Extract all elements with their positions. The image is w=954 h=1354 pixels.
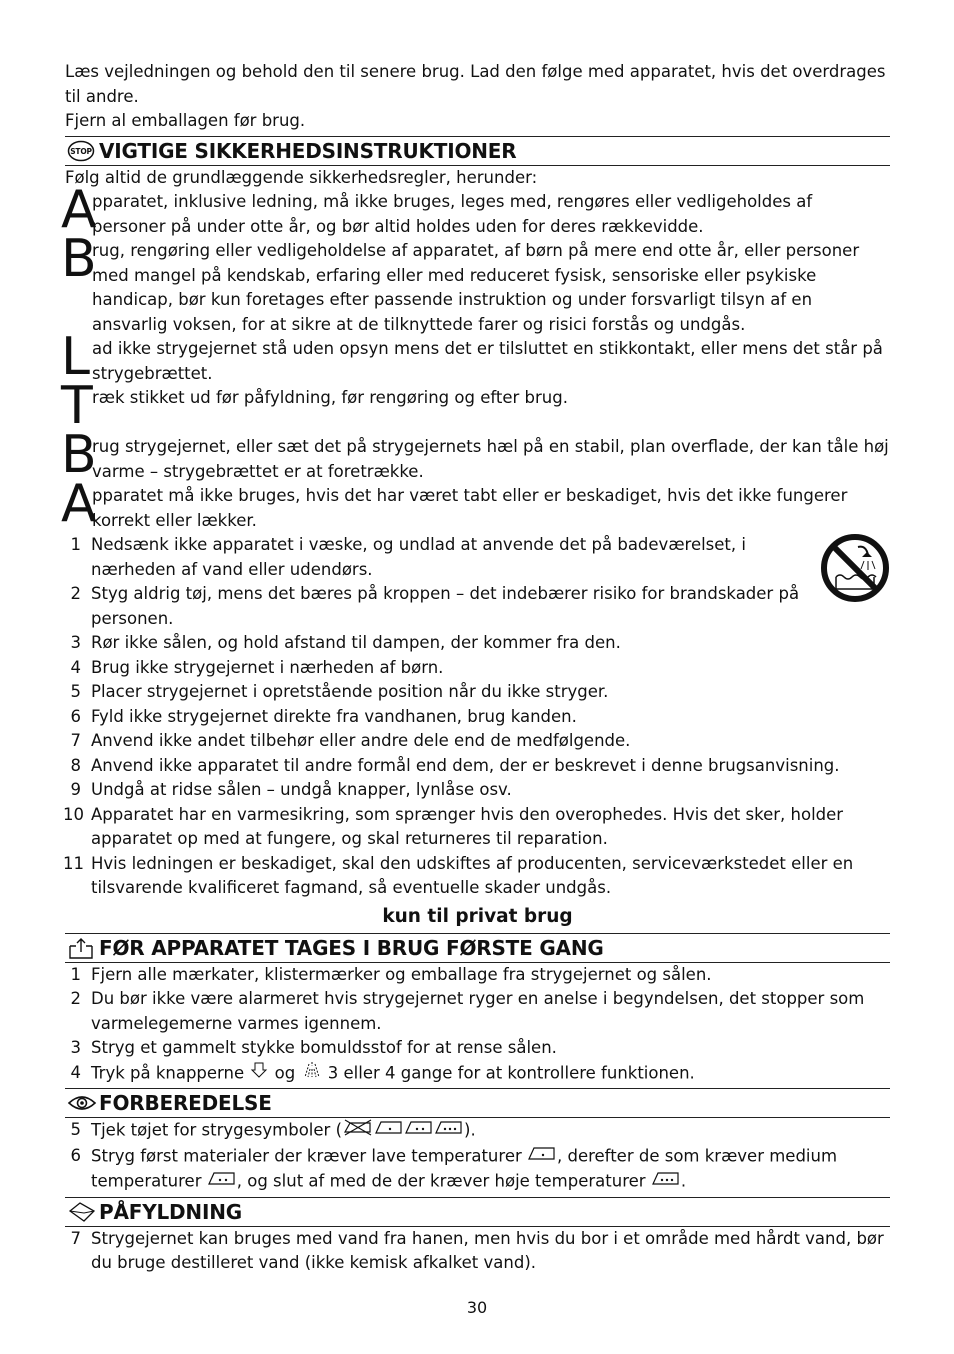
no-bathroom-icon: [820, 533, 890, 607]
list-item: 8 Anvend ikke apparatet til andre formål end dem, der er beskrevet i denne brugsanvisning.: [70, 755, 840, 775]
drop-cap: B: [61, 425, 97, 485]
list-item: 1 Fjern alle mærkater, klistermærker og emballage fra strygejernet og sålen.: [70, 964, 712, 984]
paragraph-text: ad ikke strygejernet stå uden opsyn mens det er tilsluttet en stikkontakt, eller mens det står på strygebrættet.: [92, 339, 883, 383]
stop-icon: [67, 140, 99, 162]
drop-cap: A: [61, 474, 97, 534]
list-item: 5 Placer strygejernet i opretstående position når du ikke stryger.: [70, 682, 609, 701]
list-item: 11 Hvis ledningen er beskadiget, skal den udskiftes af producenten, serviceværkstedet eller en tilsvarende kvalificeret fagmand, så eventuelle skader undgås.: [63, 853, 854, 897]
iron-two-dots-icon: [404, 1118, 434, 1144]
list-item: 7 Anvend ikke andet tilbehør eller andre dele end de medfølgende.: [70, 731, 631, 750]
list-item: 9 Undgå at ridse sålen – undgå knapper, lynlåse osv.: [70, 780, 512, 799]
drop-cap: A: [61, 180, 97, 240]
drop-cap: L: [61, 327, 90, 387]
drop-cap: B: [61, 229, 97, 289]
paragraph-text: ræk stikket ud før påfyldning, før rengøring og efter brug.: [92, 388, 568, 407]
list-item: 6 Stryg først materialer der kræver lave temperaturer , derefter de som kræver medium temperaturer , og slut af med de der kræver høje temperaturer .: [65, 1144, 890, 1195]
list-item: 7 Strygejernet kan bruges med vand fra hanen, men hvis du bor i et område med hårdt vand, bør du bruge destilleret vand (ikke kemisk afkalket vand).: [70, 1228, 884, 1272]
section-title: FØR APPARATET TAGES I BRUG FØRSTE GANG: [99, 935, 604, 960]
page-number: 30: [466, 1298, 488, 1317]
list-item: 4 Brug ikke strygejernet i nærheden af børn.: [70, 657, 444, 677]
safety-paragraph: [61, 229, 890, 337]
safety-paragraph: [61, 474, 890, 534]
list-item: 10 Apparatet har en varmesikring, som sprænger hvis den overophedes. Hvis det sker, holder apparatet op med at fungere, og skal returneres til reparation.: [63, 804, 844, 848]
iron-three-dots-icon: [434, 1118, 464, 1144]
list-item: 5 Tjek tøjet for strygesymboler ( ).: [65, 1118, 890, 1144]
list-item: 1 Nedsænk ikke apparatet i væske, og undlad at anvende det på badeværelset, i nærheden af vand eller udendørs.: [70, 535, 746, 579]
water-jug-icon: [67, 1201, 99, 1223]
section-heading-first-use: [65, 933, 890, 963]
section-heading-preparation: [65, 1088, 890, 1118]
section-title: PÅFYLDNING: [99, 1199, 242, 1224]
intro-paragraph: Fjern al emballagen før brug.: [65, 111, 306, 130]
list-item: 6 Fyld ikke strygejernet direkte fra vandhanen, brug kanden.: [70, 706, 577, 726]
list-item: 2 Du bør ikke være alarmeret hvis strygejernet ryger en anelse i begyndelsen, det stopper som varmelegemerne varmes igennem.: [70, 989, 865, 1033]
unpack-box-icon: [67, 936, 99, 960]
paragraph-text: rug, rengøring eller vedligeholdelse af apparatet, af børn på mere end otte år, eller personer med mangel på kendskab, erfaring eller med reduceret fysisk, sensoriske eller psykiske handicap, bør kun foretages efter passende instruktion og under forsvarligt tilsyn af en ansvarlig voksen, for at sikre at de tilknyttede farer og risici forstås og undgås.: [92, 241, 860, 334]
section-title: FORBEREDELSE: [99, 1091, 272, 1115]
first-use-list: [65, 963, 890, 1087]
list-item: 3 Stryg et gammelt stykke bomuldsstof for at rense sålen.: [70, 1038, 557, 1057]
paragraph-text: pparatet må ikke bruges, hvis det har været tabt eller er beskadiget, hvis det ikke fungerer korrekt eller lækker.: [92, 486, 848, 530]
list-item: 4 Tryk på knapperne og 3 eller 4 gange for at kontrollere funktionen.: [65, 1061, 890, 1087]
spray-button-icon: [301, 1061, 323, 1087]
iron-two-dots-icon: [207, 1169, 237, 1195]
list-item: 2 Styg aldrig tøj, mens det bæres på kroppen – det indebærer risiko for brandskader på personen.: [70, 584, 800, 628]
iron-three-dots-icon: [651, 1169, 681, 1195]
intro-paragraph: Læs vejledningen og behold den til senere brug. Lad den følge med apparatet, hvis det overdrages til andre.: [65, 62, 886, 106]
private-use-note: kun til privat brug: [382, 905, 573, 927]
page: [61, 60, 890, 1276]
drop-cap: T: [61, 376, 93, 436]
paragraph-text: pparatet, inklusive ledning, må ikke bruges, leges med, rengøres eller vedligeholdes af personer på under otte år, og bør altid holdes uden for deres rækkevidde.: [92, 192, 813, 236]
section-title: VIGTIGE SIKKERHEDSINSTRUKTIONER: [99, 138, 517, 163]
iron-one-dot-icon: [527, 1144, 557, 1170]
safety-paragraph: [61, 425, 890, 485]
paragraph-text: rug strygejernet, eller sæt det på strygejernets hæl på en stabil, plan overflade, der kan tåle høj varme – strygebrættet er at foretrække.: [92, 437, 889, 481]
safety-paragraph: [61, 180, 890, 240]
steam-button-icon: [249, 1061, 269, 1087]
safety-paragraph: [61, 327, 890, 387]
filling-list: [65, 1227, 890, 1276]
iron-one-dot-icon: [374, 1118, 404, 1144]
list-item: 3 Rør ikke sålen, og hold afstand til dampen, der kommer fra den.: [70, 633, 621, 652]
eye-icon: [67, 1093, 99, 1113]
safety-lead: Følg altid de grundlæggende sikkerhedsregler, herunder:: [65, 167, 538, 187]
section-heading-safety: [65, 136, 890, 166]
preparation-list: [65, 1118, 890, 1195]
iron-no-iron-icon: [342, 1118, 374, 1144]
section-heading-filling: [65, 1197, 890, 1227]
safety-paragraph: [61, 376, 890, 436]
safety-list: [65, 533, 890, 901]
svg-text:STOP: STOP: [70, 146, 92, 156]
